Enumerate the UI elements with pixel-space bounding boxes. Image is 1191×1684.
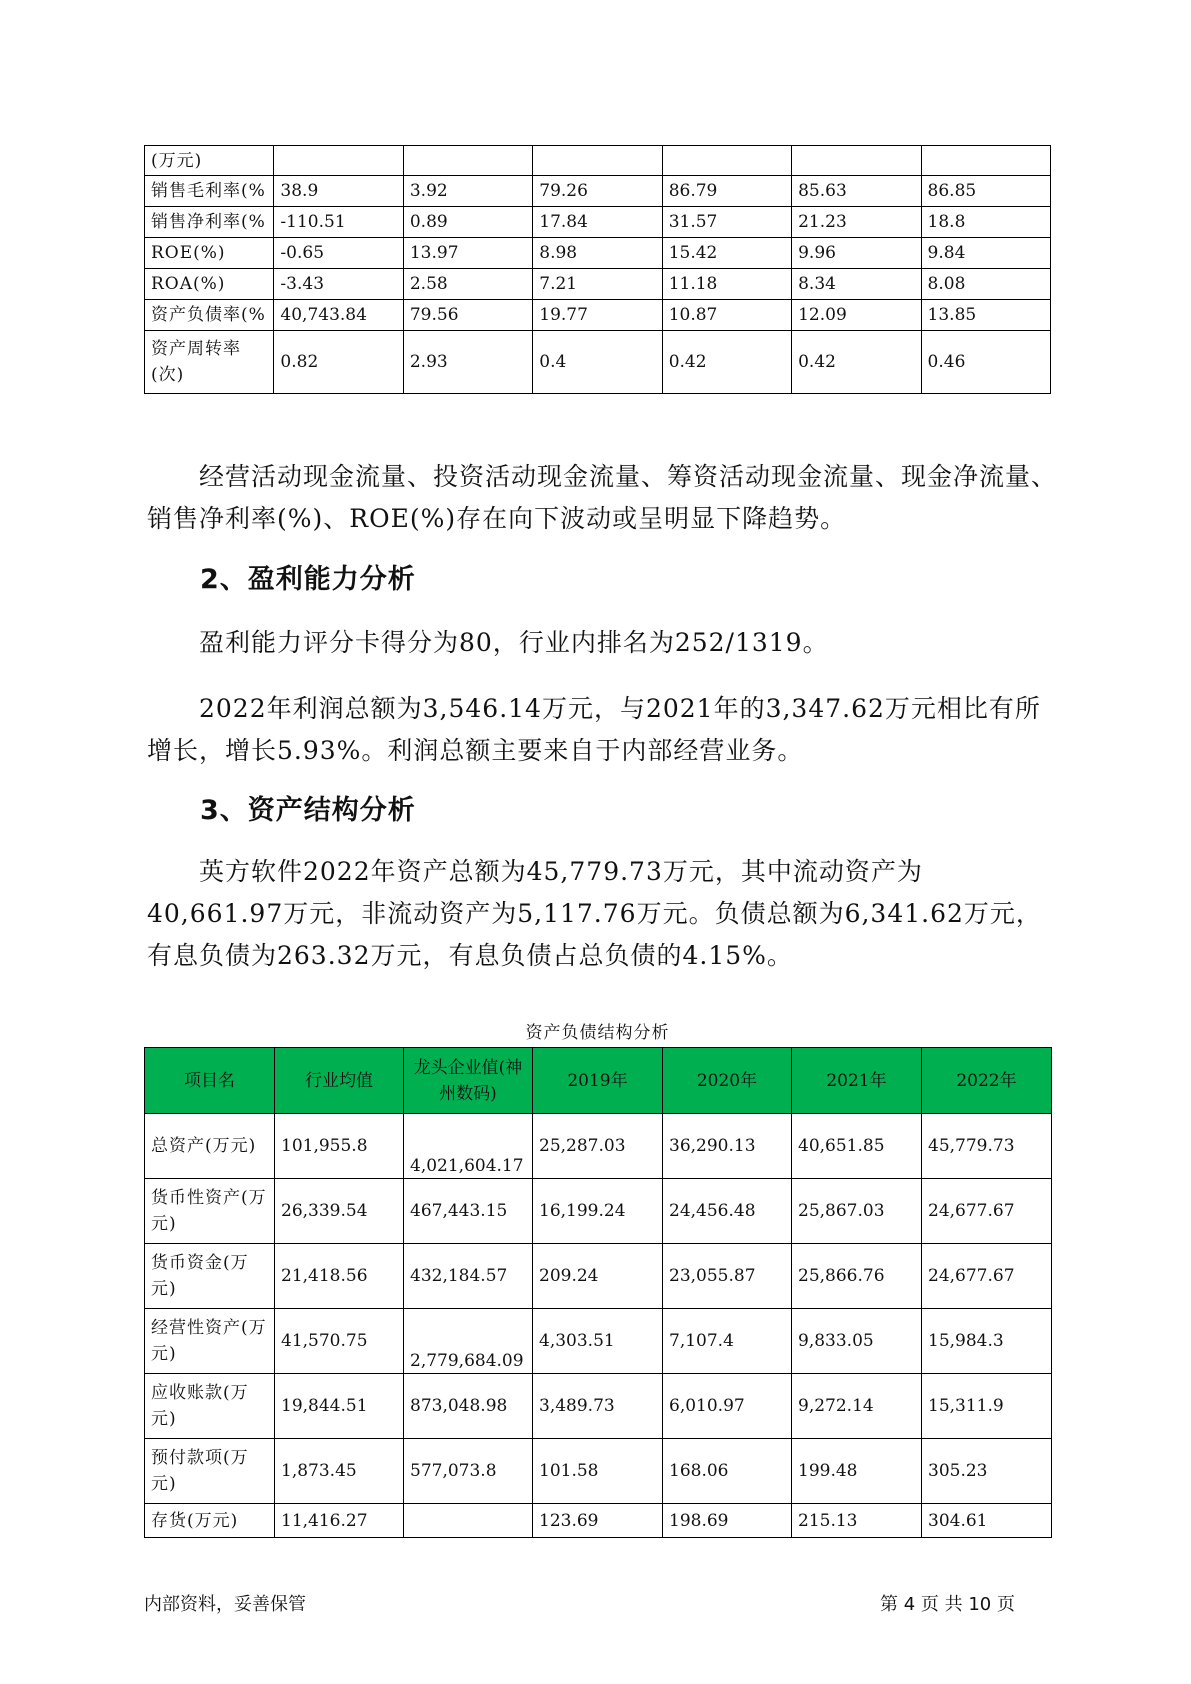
column-header: 2022年 bbox=[922, 1048, 1052, 1114]
column-header: 2021年 bbox=[792, 1048, 922, 1114]
cell: 0.42 bbox=[662, 331, 791, 394]
cell: -0.65 bbox=[274, 238, 403, 269]
cell: 7.21 bbox=[533, 269, 662, 300]
cell: 9,833.05 bbox=[792, 1309, 922, 1374]
cell: 21.23 bbox=[792, 207, 921, 238]
table-row bbox=[145, 1179, 1052, 1244]
table-caption: 资产负债结构分析 bbox=[525, 1023, 670, 1043]
table-row bbox=[145, 176, 1051, 207]
cell: 36,290.13 bbox=[663, 1114, 792, 1179]
cell: 467,443.15 bbox=[404, 1179, 533, 1244]
cell: 15.42 bbox=[662, 238, 791, 269]
table-row bbox=[145, 1374, 1052, 1439]
cell: 16,199.24 bbox=[533, 1179, 663, 1244]
cell: 38.9 bbox=[274, 176, 403, 207]
row-label: 存货(万元) bbox=[145, 1504, 275, 1538]
table-row bbox=[145, 1114, 1052, 1179]
profit-score-paragraph: 盈利能力评分卡得分为80，行业内排名为252/1319。 bbox=[199, 628, 829, 657]
cell: 86.85 bbox=[921, 176, 1050, 207]
ratio-table bbox=[144, 145, 1051, 394]
cell: 45,779.73 bbox=[922, 1114, 1052, 1179]
cell: 19,844.51 bbox=[275, 1374, 404, 1439]
cell: 15,984.3 bbox=[922, 1309, 1052, 1374]
cell: 101,955.8 bbox=[275, 1114, 404, 1179]
footer-confidential-note: 内部资料，妥善保管 bbox=[144, 1594, 306, 1615]
footer-page-number: 第 4 页 共 10 页 bbox=[880, 1594, 1015, 1615]
row-label: 资产周转率(次) bbox=[145, 331, 274, 394]
row-label: 总资产(万元) bbox=[145, 1114, 275, 1179]
cell: 9,272.14 bbox=[792, 1374, 922, 1439]
cell: 13.97 bbox=[403, 238, 532, 269]
cell: 15,311.9 bbox=[922, 1374, 1052, 1439]
table-row bbox=[145, 1244, 1052, 1309]
table-row bbox=[145, 1439, 1052, 1504]
cell: 7,107.4 bbox=[663, 1309, 792, 1374]
column-header: 2019年 bbox=[533, 1048, 663, 1114]
cell: 0.89 bbox=[403, 207, 532, 238]
table-row bbox=[145, 331, 1051, 394]
balance-structure-table bbox=[144, 1047, 1052, 1538]
cell: 3.92 bbox=[403, 176, 532, 207]
column-header: 龙头企业值(神州数码) bbox=[404, 1048, 533, 1114]
cell: 198.69 bbox=[663, 1504, 792, 1538]
cell: 304.61 bbox=[922, 1504, 1052, 1538]
cell: 19.77 bbox=[533, 300, 662, 331]
row-label: 销售净利率(% bbox=[145, 207, 274, 238]
cell: 3,489.73 bbox=[533, 1374, 663, 1439]
cell: 11,416.27 bbox=[275, 1504, 404, 1538]
row-label: 货币性资产(万元) bbox=[145, 1179, 275, 1244]
cell: 432,184.57 bbox=[404, 1244, 533, 1309]
table-header-row bbox=[145, 1048, 1052, 1114]
cell: 168.06 bbox=[663, 1439, 792, 1504]
cell: 123.69 bbox=[533, 1504, 663, 1538]
row-label: 应收账款(万元) bbox=[145, 1374, 275, 1439]
cell: 24,677.67 bbox=[922, 1244, 1052, 1309]
cell: 40,651.85 bbox=[792, 1114, 922, 1179]
table-row bbox=[145, 1504, 1052, 1538]
cell: 40,743.84 bbox=[274, 300, 403, 331]
row-label: ROE(%) bbox=[145, 238, 274, 269]
cell: 18.8 bbox=[921, 207, 1050, 238]
table-row bbox=[145, 1309, 1052, 1374]
cell: 305.23 bbox=[922, 1439, 1052, 1504]
profit-total-paragraph: 2022年利润总额为3,546.14万元，与2021年的3,347.62万元相比有所增长，增长5.93%。利润总额主要来自于内部经营业务。 bbox=[147, 694, 1041, 765]
cell: 25,867.03 bbox=[792, 1179, 922, 1244]
cell: 199.48 bbox=[792, 1439, 922, 1504]
cell: 8.98 bbox=[533, 238, 662, 269]
cell: 17.84 bbox=[533, 207, 662, 238]
cell: 0.46 bbox=[921, 331, 1050, 394]
cell: 11.18 bbox=[662, 269, 791, 300]
cell: 85.63 bbox=[792, 176, 921, 207]
cell bbox=[274, 146, 403, 176]
row-label: 经营性资产(万元) bbox=[145, 1309, 275, 1374]
cell: 9.96 bbox=[792, 238, 921, 269]
cell: 1,873.45 bbox=[275, 1439, 404, 1504]
cell bbox=[404, 1504, 533, 1538]
cell: 24,677.67 bbox=[922, 1179, 1052, 1244]
cell: 209.24 bbox=[533, 1244, 663, 1309]
cell: 2.93 bbox=[403, 331, 532, 394]
cell: 79.26 bbox=[533, 176, 662, 207]
cell bbox=[533, 146, 662, 176]
cell: 8.34 bbox=[792, 269, 921, 300]
cell: 12.09 bbox=[792, 300, 921, 331]
cell: 24,456.48 bbox=[663, 1179, 792, 1244]
table-row bbox=[145, 238, 1051, 269]
row-label: ROA(%) bbox=[145, 269, 274, 300]
cell: 25,866.76 bbox=[792, 1244, 922, 1309]
cell: 8.08 bbox=[921, 269, 1050, 300]
cell: 13.85 bbox=[921, 300, 1050, 331]
cell: 86.79 bbox=[662, 176, 791, 207]
table-row bbox=[145, 269, 1051, 300]
cell: -3.43 bbox=[274, 269, 403, 300]
cell: 873,048.98 bbox=[404, 1374, 533, 1439]
cell: 2.58 bbox=[403, 269, 532, 300]
row-label: 资产负债率(% bbox=[145, 300, 274, 331]
trend-paragraph: 经营活动现金流量、投资活动现金流量、筹资活动现金流量、现金净流量、销售净利率(%)、ROE(%)存在向下波动或呈明显下降趋势。 bbox=[147, 462, 1058, 533]
cell bbox=[792, 146, 921, 176]
cell: 10.87 bbox=[662, 300, 791, 331]
cell: 0.82 bbox=[274, 331, 403, 394]
cell: 101.58 bbox=[533, 1439, 663, 1504]
table-row bbox=[145, 300, 1051, 331]
cell: 21,418.56 bbox=[275, 1244, 404, 1309]
cell: 4,021,604.17 bbox=[404, 1114, 533, 1179]
cell: 4,303.51 bbox=[533, 1309, 663, 1374]
table-row bbox=[145, 207, 1051, 238]
asset-structure-paragraph: 英方软件2022年资产总额为45,779.73万元，其中流动资产为40,661.97万元，非流动资产为5,117.76万元。负债总额为6,341.62万元，有息负债为263.32万元，有息负债占总负债的4.15%。 bbox=[147, 857, 1042, 970]
cell: 0.42 bbox=[792, 331, 921, 394]
cell bbox=[662, 146, 791, 176]
cell: 2,779,684.09 bbox=[404, 1309, 533, 1374]
row-label: (万元) bbox=[145, 146, 274, 176]
section-heading-profitability: 2、盈利能力分析 bbox=[200, 564, 416, 595]
cell: 26,339.54 bbox=[275, 1179, 404, 1244]
row-label: 销售毛利率(% bbox=[145, 176, 274, 207]
cell: 215.13 bbox=[792, 1504, 922, 1538]
cell: 9.84 bbox=[921, 238, 1050, 269]
cell: 25,287.03 bbox=[533, 1114, 663, 1179]
cell: 6,010.97 bbox=[663, 1374, 792, 1439]
section-heading-asset-structure: 3、资产结构分析 bbox=[200, 795, 416, 826]
cell: 0.4 bbox=[533, 331, 662, 394]
cell bbox=[403, 146, 532, 176]
column-header: 行业均值 bbox=[275, 1048, 404, 1114]
cell: 23,055.87 bbox=[663, 1244, 792, 1309]
cell: 577,073.8 bbox=[404, 1439, 533, 1504]
cell: -110.51 bbox=[274, 207, 403, 238]
row-label: 货币资金(万元) bbox=[145, 1244, 275, 1309]
cell bbox=[921, 146, 1050, 176]
column-header: 2020年 bbox=[663, 1048, 792, 1114]
cell: 31.57 bbox=[662, 207, 791, 238]
row-label: 预付款项(万元) bbox=[145, 1439, 275, 1504]
cell: 79.56 bbox=[403, 300, 532, 331]
column-header: 项目名 bbox=[145, 1048, 275, 1114]
cell: 41,570.75 bbox=[275, 1309, 404, 1374]
table-row bbox=[145, 146, 1051, 176]
